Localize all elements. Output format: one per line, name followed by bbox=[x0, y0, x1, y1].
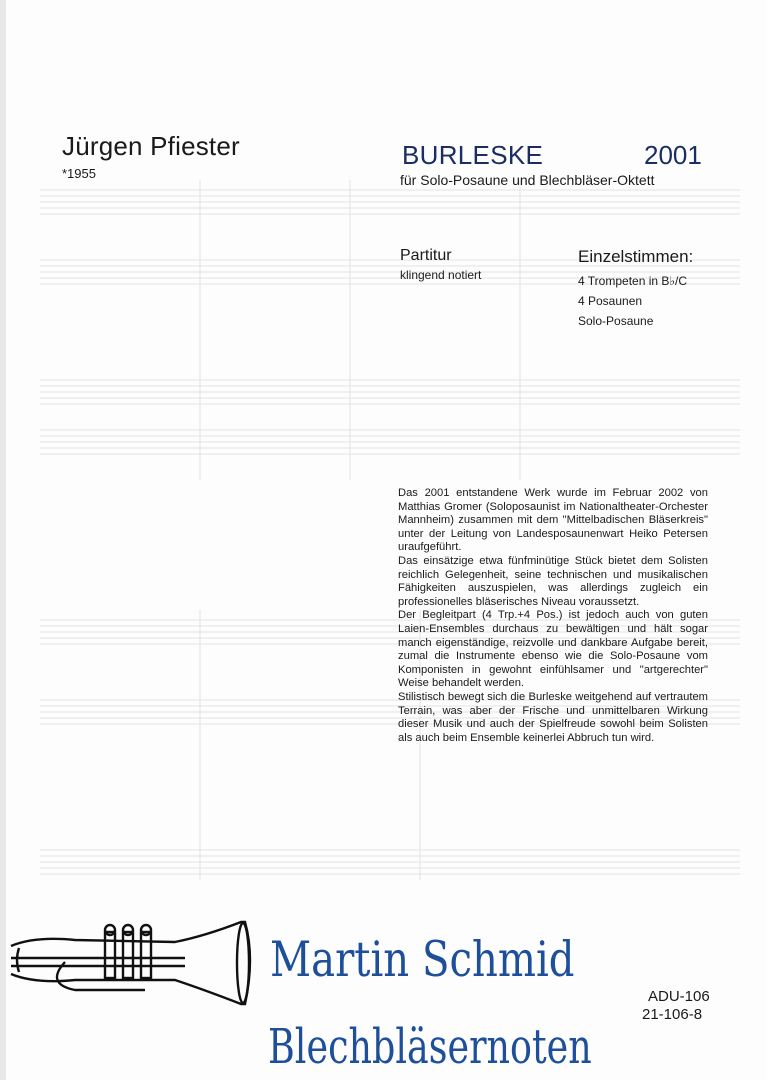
description-paragraph: Stilistisch bewegt sich die Burleske weitgehend auf vertrautem Terrain, was aber der Frische und unmittelbaren Wirkung dieser Musik und auch der Spielfreude sowohl beim Solisten als auch beim Ensemble keinerlei Abbruch tun wird. bbox=[398, 690, 708, 744]
publisher-logo-line-2: Blechbläsernoten bbox=[268, 1019, 592, 1075]
description-paragraph: Der Begleitpart (4 Trp.+4 Pos.) ist jedoch auch von guten Laien-Ensembles durchaus zu bewältigen und hält sogar manch eigenständige, reizvolle und dankbare Aufgabe bereit, zumal die Instrumente ebenso wie die Solo-Posaune vom Komponisten in gewohnt einfühlsamer und "artgerechter" Weise behandelt werden. bbox=[398, 609, 708, 690]
work-subtitle: für Solo-Posaune und Blechbläser-Oktett bbox=[400, 172, 655, 188]
score-note: klingend notiert bbox=[400, 268, 482, 282]
description-paragraph: Das einsätzige etwa fünfminütige Stück bietet dem Solisten reichlich Gelegenheit, seine technischen und musikalischen Fähigkeiten auszuspielen, was allerdings zugleich ein professionelles bläserisches Niveau voraussetzt. bbox=[398, 554, 708, 608]
score-heading: Partitur bbox=[400, 247, 452, 264]
publisher-logo-line-1: Martin Schmid bbox=[270, 931, 575, 988]
parts-item: Solo-Posaune bbox=[578, 314, 654, 328]
composer-birth-year: *1955 bbox=[62, 166, 96, 181]
parts-list bbox=[578, 271, 687, 331]
parts-item: 4 Posaunen bbox=[578, 294, 643, 308]
parts-item: 4 Trompeten in B♭/C bbox=[578, 274, 688, 288]
composer-name: Jürgen Pfiester bbox=[62, 131, 240, 161]
isbn-fragment: 21-106-8 bbox=[642, 1006, 703, 1023]
work-year: 2001 bbox=[644, 140, 702, 170]
trumpet-logo-icon bbox=[5, 918, 267, 1008]
parts-heading: Einzelstimmen: bbox=[578, 247, 694, 266]
catalog-number: ADU-106 bbox=[648, 988, 710, 1005]
description-paragraph: Das 2001 entstandene Werk wurde im Februar 2002 von Matthias Gromer (Soloposaunist im Nationaltheater-Orchester Mannheim) zusammen mit dem "Mittelbadischen Bläserkreis" unter der Leitung von Landesposaunenwart Heiko Petersen uraufgeführt. bbox=[398, 487, 708, 554]
work-description bbox=[398, 487, 708, 745]
work-title: BURLESKE bbox=[402, 140, 544, 170]
